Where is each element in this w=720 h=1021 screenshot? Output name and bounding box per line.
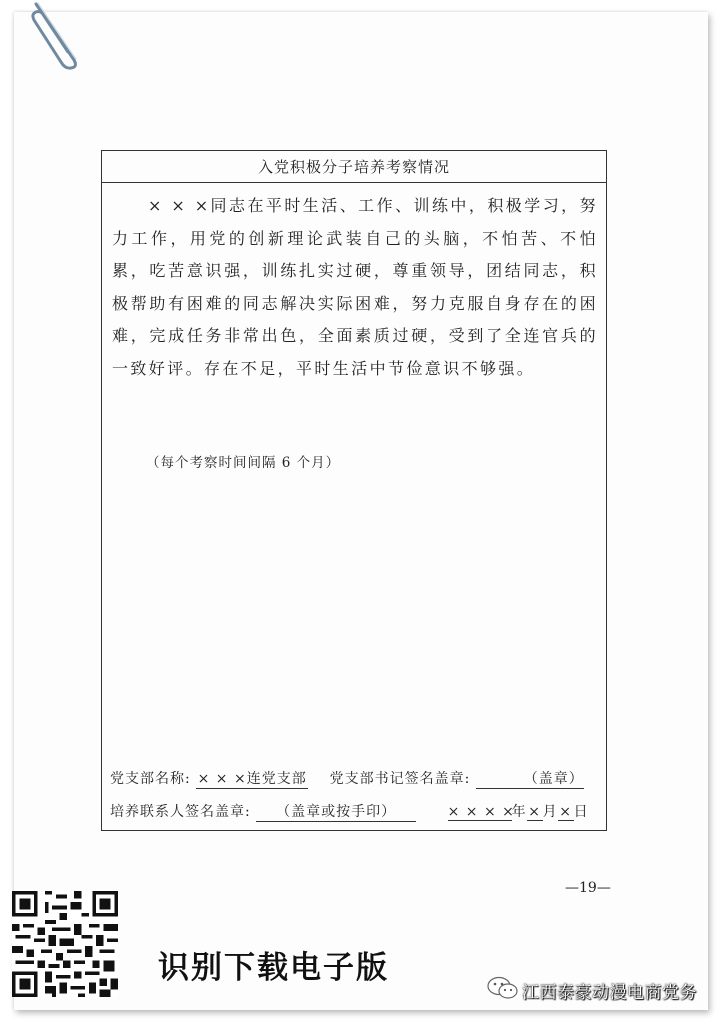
account-watermark: 江西泰豪动漫电商党务 xyxy=(522,983,697,1003)
date-year: × × × × xyxy=(447,804,515,820)
month-label: 月 xyxy=(542,804,558,820)
download-banner: 识别下载电子版 xyxy=(158,950,389,986)
paperclip-icon xyxy=(26,0,86,70)
interval-note: （每个考察时间间隔 6 个月） xyxy=(146,455,341,471)
wechat-icon xyxy=(486,976,520,1000)
day-label: 日 xyxy=(573,804,589,820)
assessment-form xyxy=(101,150,607,831)
contact-label: 培养联系人签名盖章: xyxy=(110,804,251,820)
year-label: 年 xyxy=(511,804,527,820)
qr-code[interactable] xyxy=(12,891,118,997)
contact-seal: （盖章或按手印） xyxy=(256,801,416,822)
page-number: —19— xyxy=(565,880,611,896)
date-month: × xyxy=(528,804,541,820)
signature-row-contact xyxy=(110,801,589,822)
date-day: × xyxy=(559,804,572,820)
secretary-seal: （盖章） xyxy=(476,768,584,789)
branch-value: × × ×连党支部 xyxy=(196,768,308,789)
form-title: 入党积极分子培养考察情况 xyxy=(102,151,606,183)
secretary-label: 党支部书记签名盖章: xyxy=(329,771,471,787)
assessment-text: × × ×同志在平时生活、工作、训练中，积极学习，努力工作，用党的创新理论武装自己的头脑，不怕苦、不怕累，吃苦意识强，训练扎实过硬，尊重领导，团结同志，积极帮助有困难的同志解决实际困难，努力克服自身存在的困难，完成任务非常出色，全面素质过硬，受到了全连官兵的一致好评。存在不足，平时生活中节俭意识不够强。 xyxy=(112,196,598,378)
signature-row-branch xyxy=(110,768,584,789)
branch-label: 党支部名称: xyxy=(110,771,191,787)
